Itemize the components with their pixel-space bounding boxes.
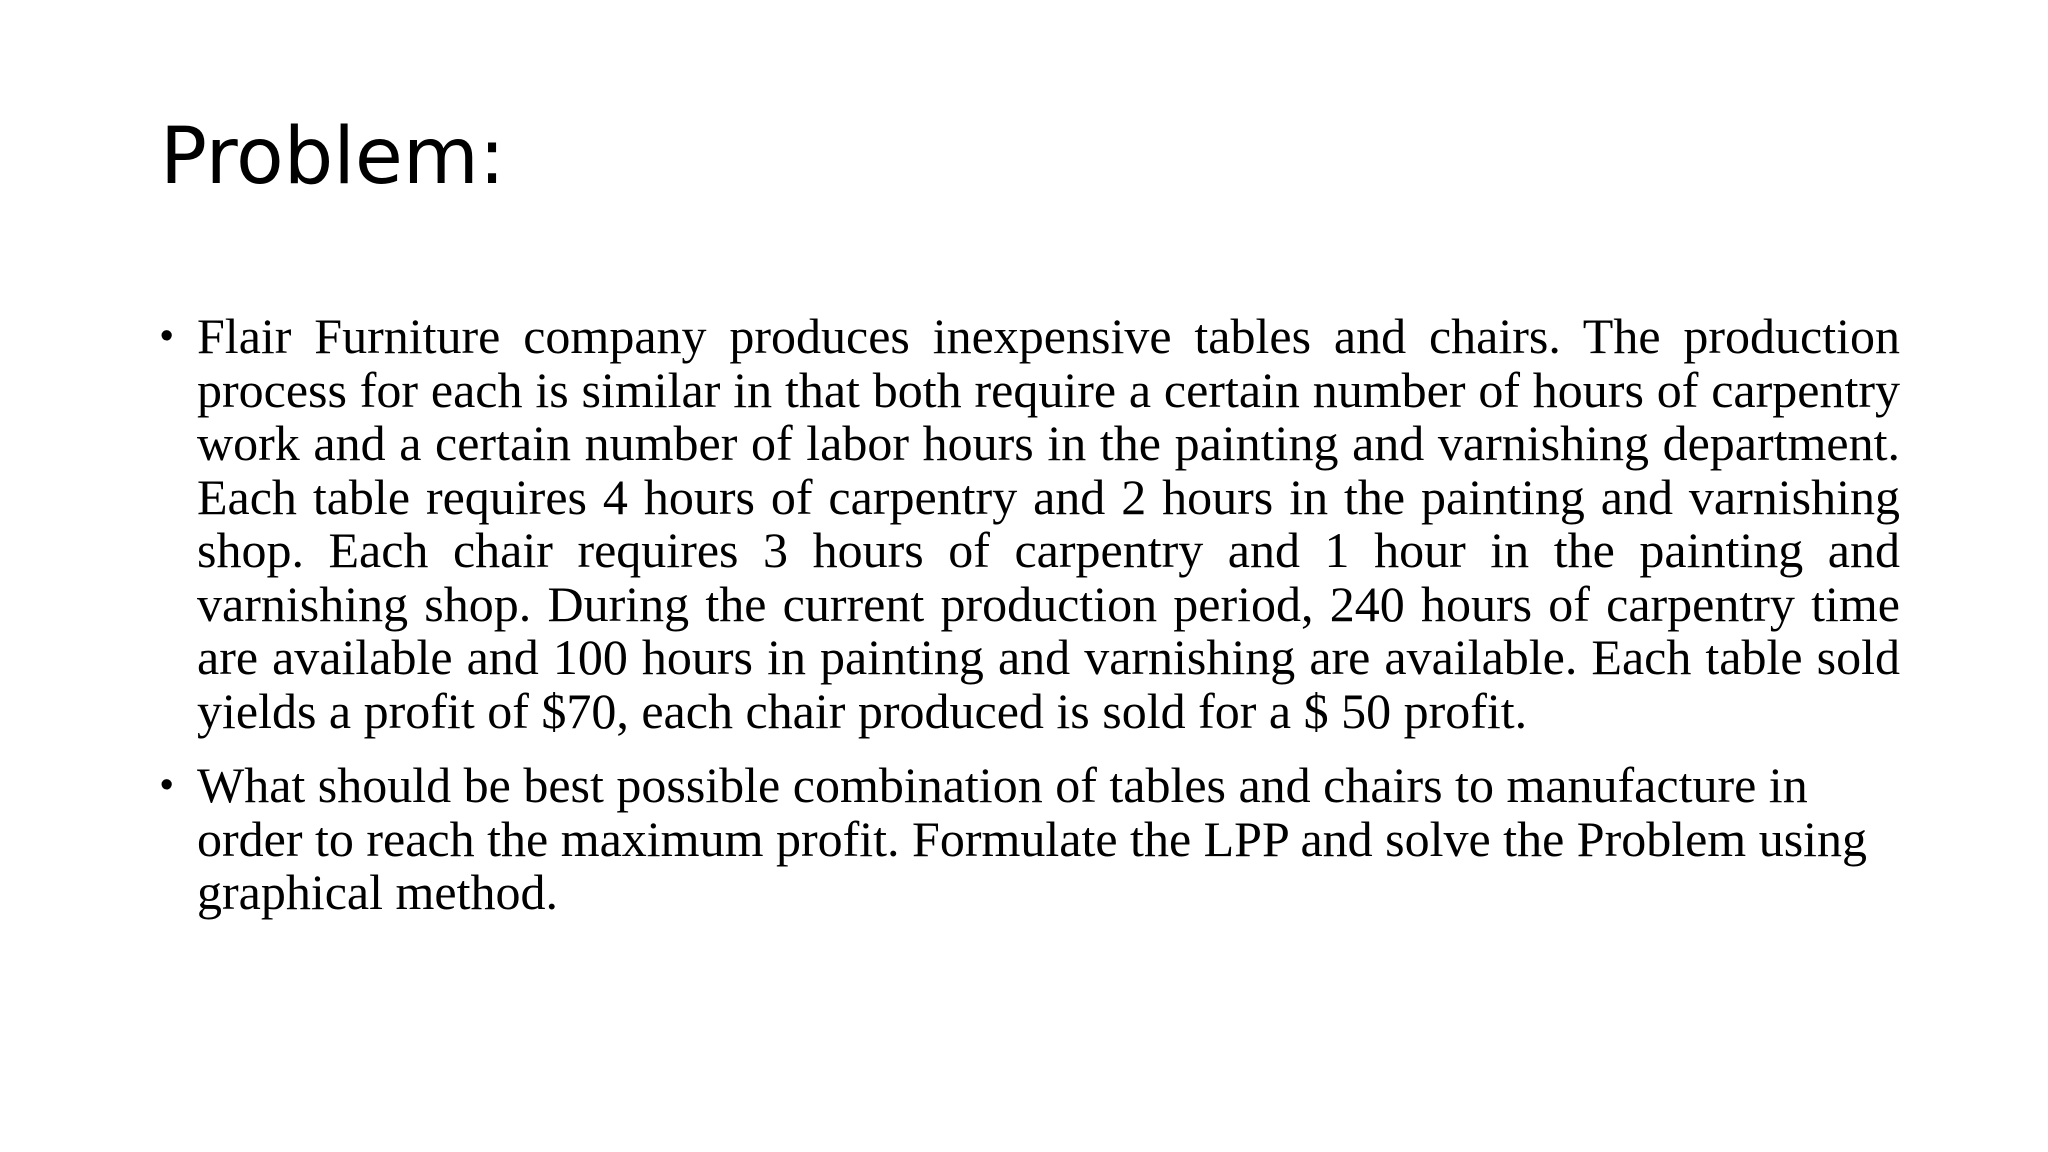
bullet-text: Flair Furniture company produces inexpensive tables and chairs. The production process for each is similar in that both require a certain number of hours of carpentry work and a certain number of labor hours in the painting and varnishing department. Each table requires 4 hours of carpentry and 2 hours in the painting and varnishing shop. Each chair requires 3 hours of carpentry and 1 hour in the painting and varnishing shop. During the current production period, 240 hours of carpentry time are available and 100 hours in painting and varnishing are available. Each table sold yields a profit of $70, each chair produced is sold for a $ 50 profit. (197, 308, 1900, 739)
slide-title: Problem: (160, 112, 506, 202)
bullet-list (160, 310, 1900, 920)
bullet-text: What should be best possible combination of tables and chairs to manufacture in order to reach the maximum profit. Formulate the LPP and solve the Problem using graphical method. (197, 757, 1868, 920)
bullet-icon: • (160, 315, 174, 357)
bullet-item-question (160, 759, 1900, 920)
bullet-icon: • (160, 764, 174, 806)
bullet-item-problem (160, 310, 1900, 738)
